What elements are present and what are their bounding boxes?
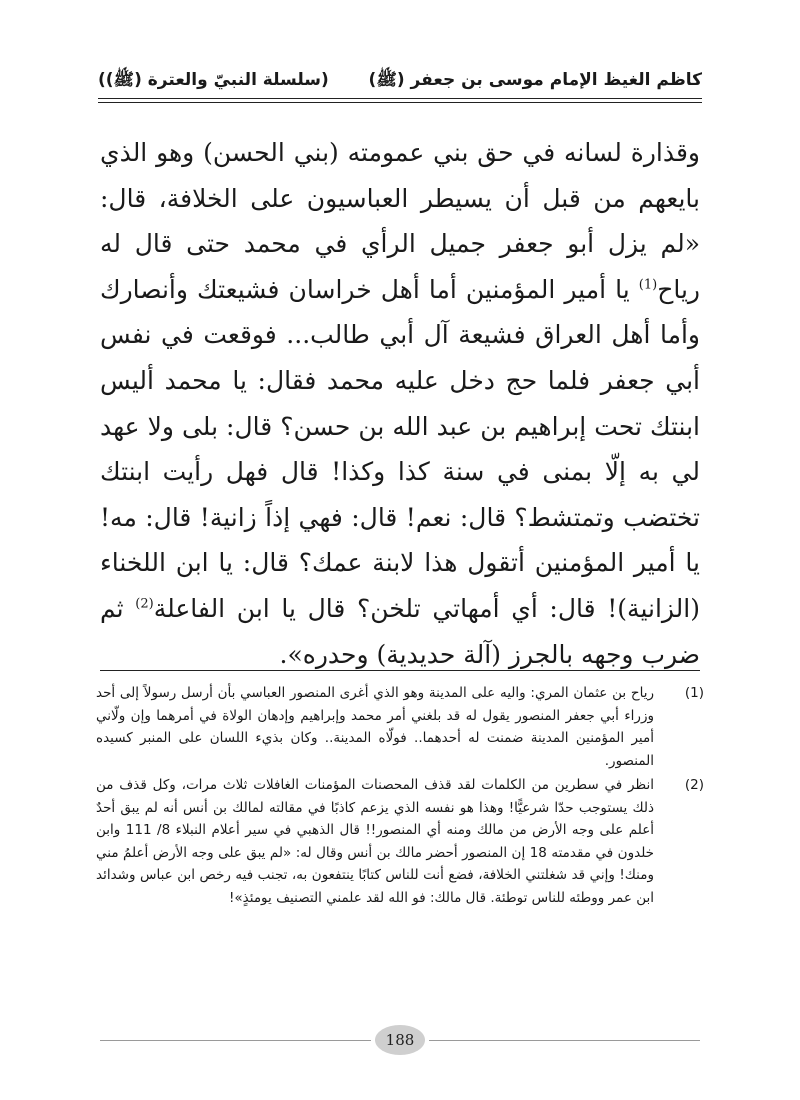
footnote-text: رياح بن عثمان المري: واليه على المدينة وهو الذي أغرى المنصور العباسي بأن أرسل رسولاً إلى أحد وزراء أبي جعفر المنصور يقول له قد بلغني أمر محمد وإبراهيم وإدهان الولاة في أمرهما وإن ولّاني أمير المؤمنين المدينة ضمنت له أحدهما.. فولّاه المدينة.. وكان بذيء اللسان على المنبر كسيده المنصور. [96, 685, 654, 769]
footnote-ref-2[interactable]: (2) [135, 596, 154, 612]
footnotes [96, 682, 704, 911]
footnote-1 [96, 682, 704, 772]
body-text-part-2: يا أمير المؤمنين أما أهل خراسان فشيعتك وأنصارك وأما أهل العراق فشيعة آل أبي طالب... فوقعت في نفس أبي جعفر فلما حج دخل عليه محمد فقال: يا محمد أليس ابنتك تحت إبراهيم بن عبد الله بن حسن؟ قال: بلى ولا عهد لي به إلّا بمنى في سنة كذا وكذا! قال فهل رأيت ابنتك تختضب وتمتشط؟ قال: نعم! قال: فهي إذاً زانية! قال: مه! يا أمير المؤمنين أتقول هذا لابنة عمك؟ قال: يا ابن اللخناء (الزانية)! قال: أي أمهاتي تلخن؟ قال يا ابن الفاعلة [100, 274, 700, 623]
body-text-part-3: ثم ضرب وجهه بالجرز (آلة حديدية) وحدره». [100, 593, 700, 669]
running-header [98, 58, 702, 94]
page-number: 188 [375, 1025, 425, 1055]
footnote-number: (2) [684, 777, 704, 793]
footnote-number: (1) [684, 685, 704, 701]
body-text-part-1: وقذارة لسانه في حق بني عمومته (بني الحسن) وهو الذي بايعهم من قبل أن يسيطر العباسيون على الخلافة، قال: «لم يزل أبو جعفر جميل الرأي في محمد حتى قال له رياح [100, 138, 700, 304]
page-number-footer [100, 1024, 700, 1056]
footer-rule-right [429, 1040, 700, 1041]
footnote-separator [100, 670, 700, 671]
footer-rule-left [100, 1040, 371, 1041]
book-title: كاظم الغيظ الإمام موسى بن جعفر (ﷺ) [368, 70, 702, 90]
header-rule [98, 98, 702, 103]
footnote-2 [96, 774, 704, 909]
body-paragraph [100, 130, 700, 677]
footnote-text: انظر في سطرين من الكلمات لقد قذف المحصنات المؤمنات الغافلات ثلاث مرات، وكل قذف من ذلك يستوجب حدّا شرعيًّا! وهذا هو نفسه الذي يزعم كاذبًا في مقالته لمالك بن أنس أنه لم يبق أحدٌ أعلم على وجه الأرض من مالك ومنه أي المنصور!! قال الذهبي في سير أعلام النبلاء 8/ 111 وابن خلدون في مقدمته 18 إن المنصور أحضر مالك بن أنس وقال له: «لم يبق على وجه الأرض أعلمُ مني ومنك! وإني قد شغلتني الخلافة، فضع أنت للناس كتابًا ينتفعون به، تجنب فيه رخص ابن عباس وشدائد ابن عمر ووطئه للناس توطئة. قال مالك: فو الله لقد علمني التصنيف يومئذٍ»! [96, 777, 655, 906]
footnote-ref-1[interactable]: (1) [638, 277, 658, 293]
series-title: (سلسلة النبيّ والعترة (ﷺ)) [98, 70, 329, 90]
body-text [100, 130, 700, 677]
